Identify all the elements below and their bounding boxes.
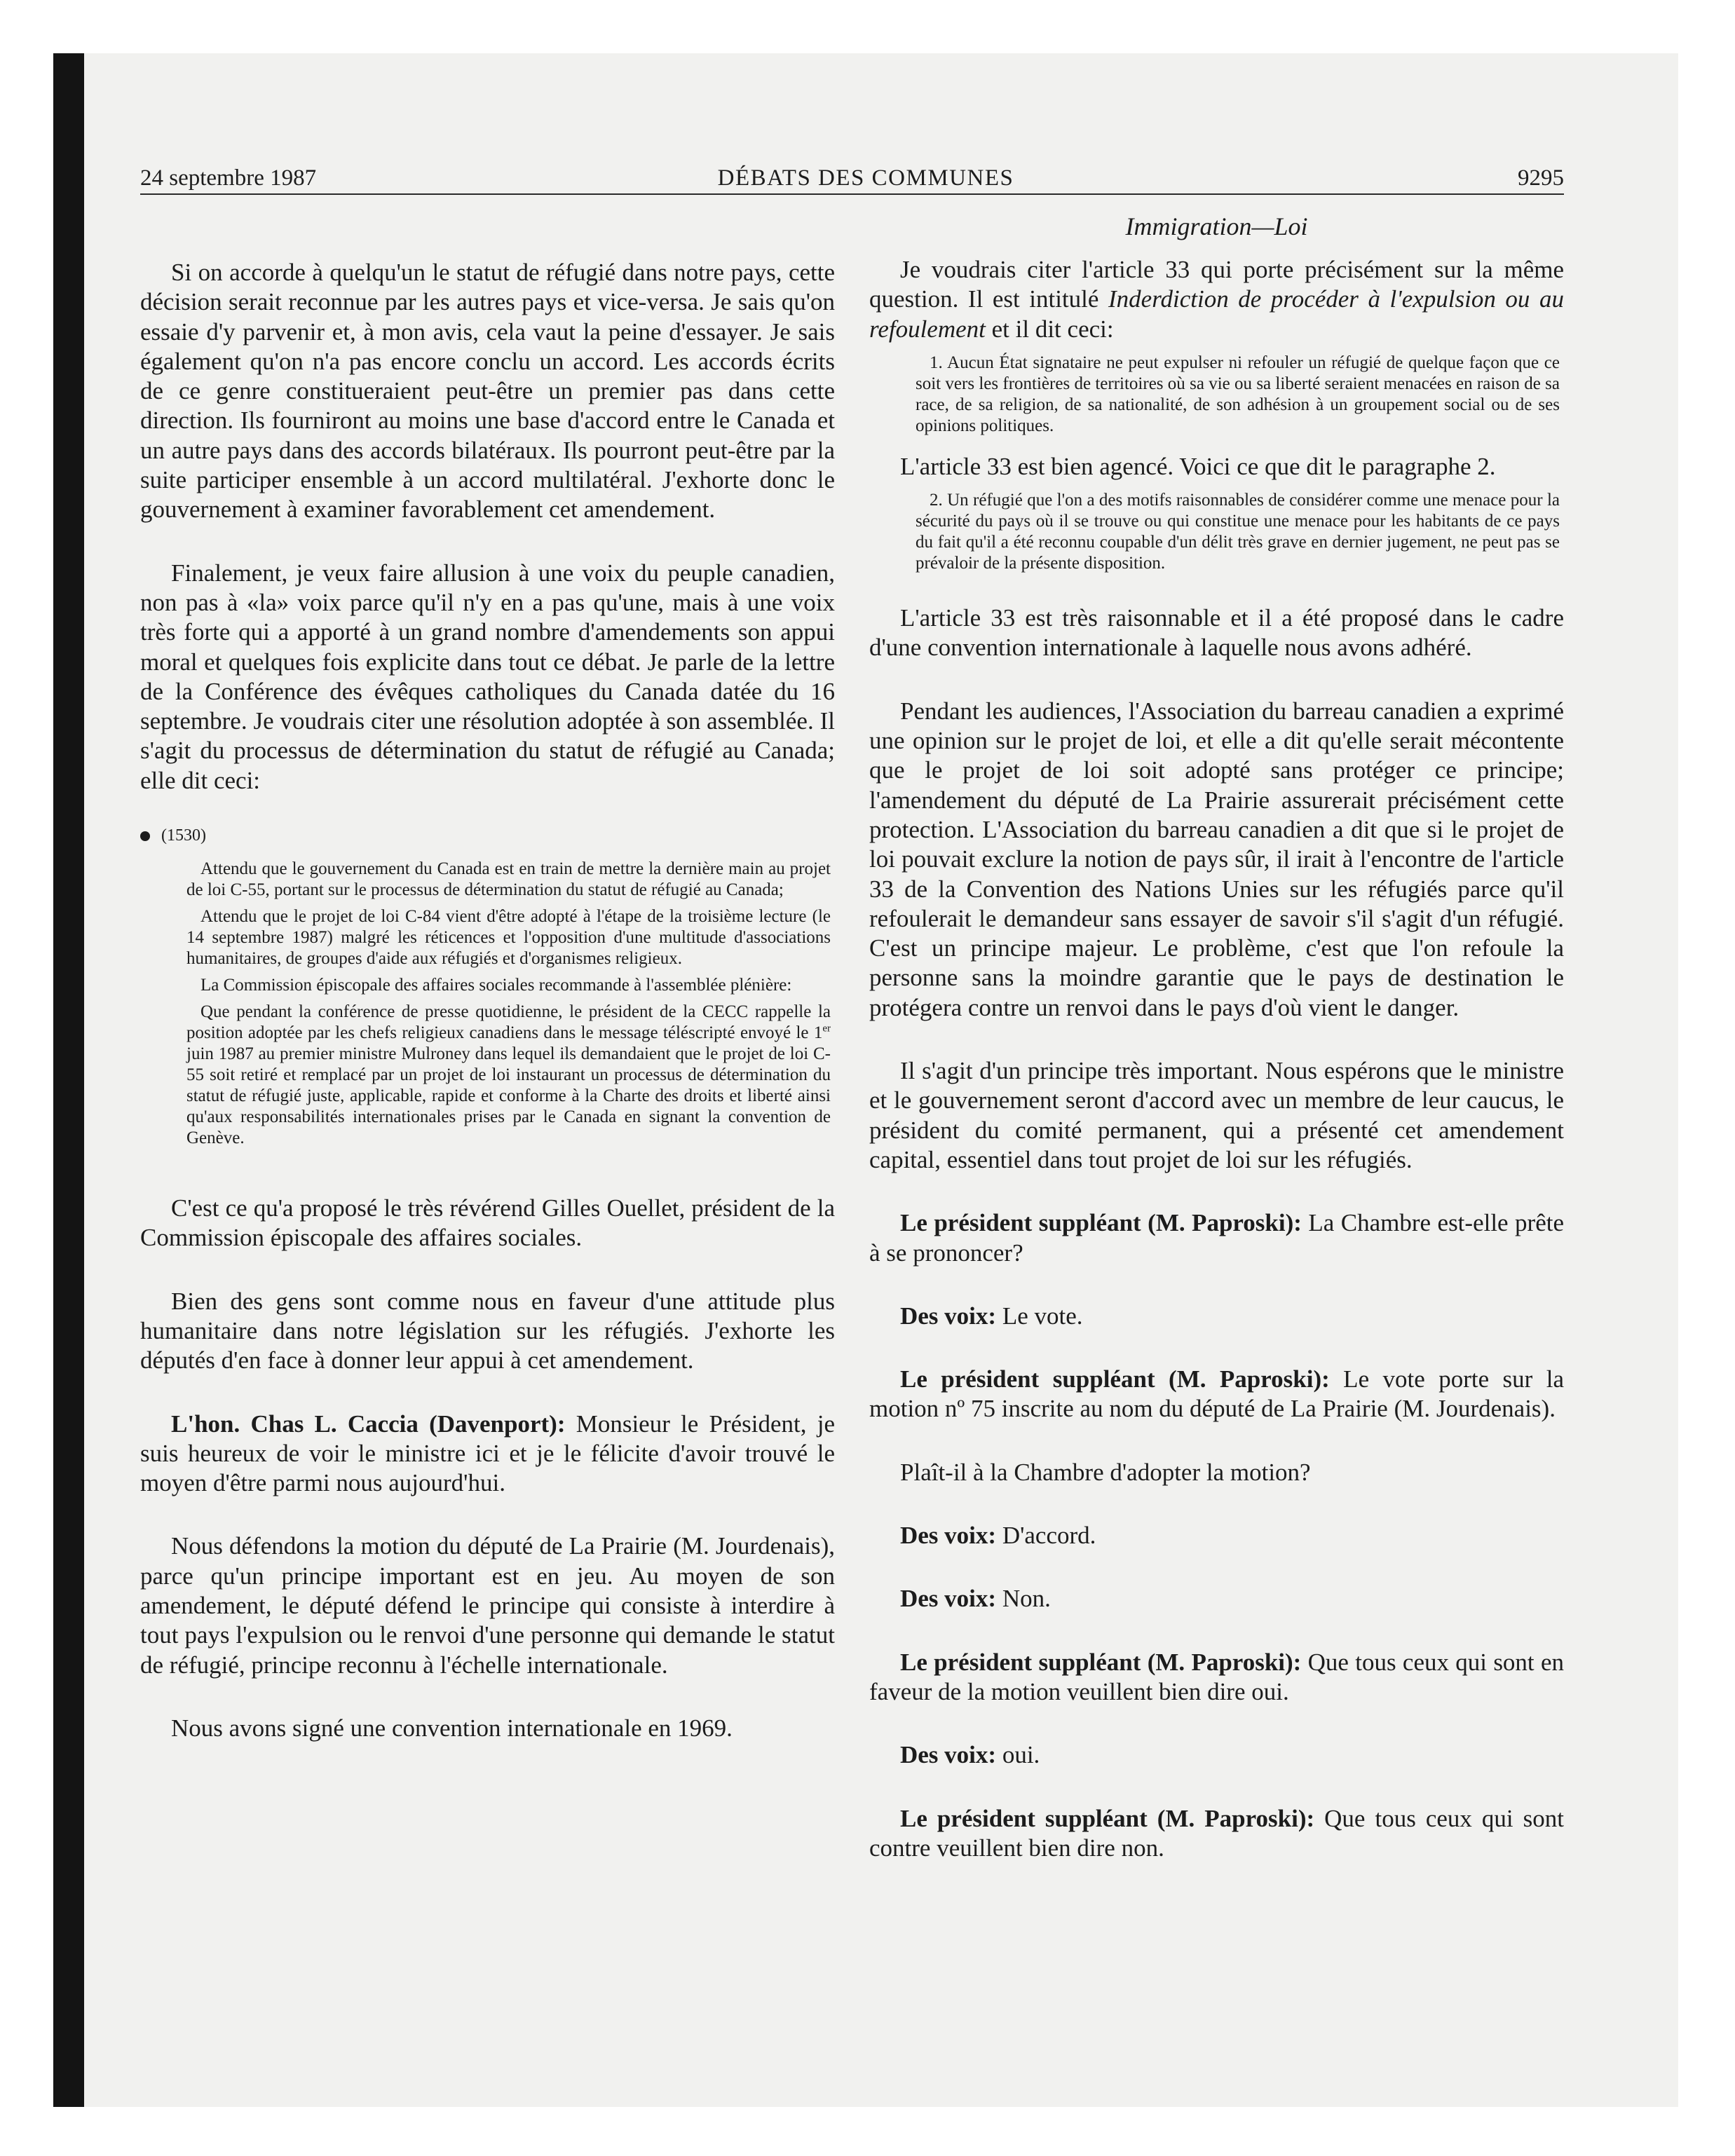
right-paragraph-4: Pendant les audiences, l'Association du barreau canadien a exprimé une opinion sur le projet de loi, et elle a dit qu'elle serait mécontente que le projet de loi soit adopté sans protéger ce principe; l'amendement du député de La Prairie assurerait précisément cette protection. L'Association du barreau canadien a dit que si le projet de loi pouvait exclure la notion de pays sûr, il irait à l'encontre de l'article 33 de la Convention des Nations Unies sur les réfugiés parce qu'il refoulerait le demandeur sans essayer de savoir s'il s'agit d'un réfugié. C'est un principe majeur. Le problème, c'est que l'on refoule la personne sans la moindre garantie que le pays de destination le protégera contre un renvoi dans le pays d'où vient le danger. bbox=[869, 697, 1564, 1021]
speech-text: Monsieur le Président, je suis heureux de voir le ministre ici et je le félicite d'avoir trouvé le moyen d'être parmi nous aujourd'hui. bbox=[140, 1410, 835, 1497]
speech-text: Le vote porte sur la motion nº 75 inscrite au nom du député de La Prairie (M. Jourdenais). bbox=[869, 1365, 1564, 1423]
left-paragraph-3: C'est ce qu'a proposé le très révérend Gilles Ouellet, président de la Commission épiscopale des affaires sociales. bbox=[140, 1194, 835, 1252]
speech-5 bbox=[869, 1521, 1564, 1550]
left-quote-3: La Commission épiscopale des affaires sociales recommande à l'assemblée plénière: bbox=[200, 976, 792, 995]
left-quote-1: Attendu que le gouvernement du Canada est en train de mettre la dernière main au projet de loi C-55, portant sur le processus de détermination du statut de réfugié au Canada; bbox=[186, 859, 831, 900]
bullet-icon bbox=[140, 831, 150, 841]
left-quote-2: Attendu que le projet de loi C-84 vient d'être adopté à l'étape de la troisième lecture (le 14 septembre 1987) malgré les réticences et l'opposition d'une multitude d'associations humanitaires, de groupes d'aide aux réfugiés et d'organismes religieux. bbox=[186, 907, 831, 969]
speech-7 bbox=[869, 1648, 1564, 1707]
running-subject: Immigration—Loi bbox=[1125, 212, 1308, 240]
speech-1 bbox=[869, 1208, 1564, 1268]
scanned-page bbox=[53, 53, 1678, 2107]
header-page-number: 9295 bbox=[1518, 165, 1564, 191]
left-paragraph-7: Nous avons signé une convention internationale en 1969. bbox=[171, 1714, 733, 1742]
speech-text: D'accord. bbox=[996, 1522, 1096, 1550]
right-paragraph-1 bbox=[869, 255, 1564, 344]
speech-text: Non. bbox=[996, 1585, 1051, 1613]
speaker-name: Des voix: bbox=[900, 1741, 997, 1769]
quote-4-text-a: Que pendant la conférence de presse quotidienne, le président de la CECC rappelle la position adoptée par les chefs religieux canadiens dans le message téléscripté envoyé le 1 bbox=[186, 1002, 831, 1043]
right-paragraph-5: Il s'agit d'un principe très important. Nous espérons que le ministre et le gouvernement seront d'accord avec un membre de leur caucus, le président du comité permanent, qui a présenté cet amendement capital, essentiel dans tout projet de loi sur les réfugiés. bbox=[869, 1057, 1564, 1173]
left-paragraph-5 bbox=[140, 1410, 835, 1499]
speaker-name: Le président suppléant (M. Paproski): bbox=[900, 1648, 1302, 1676]
ordinal-superscript: er bbox=[822, 1023, 831, 1035]
speech-text: Que tous ceux qui sont en faveur de la motion veuillent bien dire oui. bbox=[869, 1648, 1565, 1705]
speaker-name: Des voix: bbox=[900, 1522, 997, 1550]
header-publication: DÉBATS DES COMMUNES bbox=[717, 165, 1014, 191]
left-quote-4 bbox=[140, 1002, 835, 1149]
left-paragraph-2: Finalement, je veux faire allusion à une voix du peuple canadien, non pas à «la» voix parce qu'il n'y en a pas qu'une, mais à une voix très forte qui a apporté à un grand nombre d'amendements son appui moral et quelques fois explicite dans tout ce débat. Je parle de la lettre de la Conférence des évêques catholiques du Canada datée du 16 septembre. Je voudrais citer une résolution adoptée à son assemblée. Il s'agit du processus de détermination du statut de réfugié au Canada; elle dit ceci: bbox=[140, 559, 835, 794]
left-paragraph-6: Nous défendons la motion du député de La Prairie (M. Jourdenais), parce qu'un principe important est en jeu. Au moyen de son amendement, le député défend le principe qui consiste à interdire à tout pays l'expulsion ou le renvoi d'une personne qui demande le statut de réfugié, principe reconnu à l'échelle internationale. bbox=[140, 1532, 835, 1679]
speech-8 bbox=[869, 1740, 1564, 1770]
header-date: 24 septembre 1987 bbox=[140, 165, 317, 191]
right-paragraph-3: L'article 33 est très raisonnable et il a été proposé dans le cadre d'une convention internationale à laquelle nous avons adhéré. bbox=[869, 604, 1564, 662]
speaker-name: Des voix: bbox=[900, 1585, 997, 1613]
header-rule bbox=[140, 193, 1564, 195]
left-paragraph-4: Bien des gens sont comme nous en faveur d'une attitude plus humanitaire dans notre législation sur les réfugiés. J'exhorte les députés d'en face à donner leur appui à cet amendement. bbox=[140, 1287, 835, 1374]
speech-2 bbox=[869, 1302, 1564, 1331]
speaker-name: Le président suppléant (M. Paproski): bbox=[900, 1804, 1315, 1832]
left-column bbox=[140, 258, 835, 1743]
paragraph-text-b: et il dit ceci: bbox=[985, 315, 1114, 343]
left-paragraph-1: Si on accorde à quelqu'un le statut de réfugié dans notre pays, cette décision serait reconnue par les autres pays et vice-versa. Je sais qu'on essaie d'y parvenir et, à mon avis, cela vaut la peine d'essayer. Je sais également qu'on n'a pas encore conclu un accord. Les accords écrits de ce genre constitueraient peut-être un premier pas dans cette direction. Ils fourniront au moins une base d'accord entre le Canada et un autre pays dans des accords bilatéraux. Ils pourront peut-être par la suite participer ensemble à un accord multilatéral. J'exhorte donc le gouvernement à examiner favorablement cet amendement. bbox=[140, 259, 835, 524]
speaker-name: Le président suppléant (M. Paproski): bbox=[900, 1365, 1330, 1393]
speech-text: La Chambre est-elle prête à se prononcer? bbox=[869, 1209, 1564, 1267]
speech-3 bbox=[869, 1365, 1564, 1424]
speech-9 bbox=[869, 1804, 1564, 1864]
binding-edge bbox=[53, 53, 84, 2107]
article-title: Inderdiction de procéder à l'expulsion ou au refoulement bbox=[869, 285, 1564, 343]
right-quote-2: 2. Un réfugié que l'on a des motifs raisonnables de considérer comme une menace pour la sécurité du pays où il se trouve ou qui constitue une menace pour les habitants de ce pays du fait qu'il a été reconnu coupable d'un délit très grave en dernier jugement, ne peut pas se prévaloir de la présente disposition. bbox=[916, 491, 1560, 573]
right-column bbox=[869, 255, 1564, 1863]
speech-6 bbox=[869, 1584, 1564, 1613]
time-mark-text: (1530) bbox=[161, 826, 206, 845]
speaker-name: L'hon. Chas L. Caccia (Davenport): bbox=[171, 1410, 566, 1438]
right-paragraph-2: L'article 33 est bien agencé. Voici ce que dit le paragraphe 2. bbox=[900, 452, 1496, 480]
speech-4: Plaît-il à la Chambre d'adopter la motion? bbox=[900, 1458, 1311, 1486]
right-quote-1: 1. Aucun État signataire ne peut expulser ni refouler un réfugié de quelque façon que ce soit vers les frontières de territoires où sa vie ou sa liberté seraient menacées en raison de sa race, de sa religion, de sa nationalité, de son adhésion à un groupement social ou de ses opinions politiques. bbox=[916, 353, 1560, 435]
speech-text: Le vote. bbox=[996, 1302, 1083, 1330]
quote-4-text-b: juin 1987 au premier ministre Mulroney dans lequel ils demandaient que le projet de loi C-55 soit retiré et remplacé par un projet de loi instaurant un processus de détermination du statut de réfugié juste, applicable, rapide et conforme à la Charte des droits et liberté ainsi qu'aux responsabilités internationales prises par le Canada en signant la convention de Genève. bbox=[186, 1044, 831, 1148]
time-mark bbox=[140, 825, 835, 846]
paragraph-text-a: Je voudrais citer l'article 33 qui porte précisément sur la même question. Il est intitulé bbox=[869, 256, 1564, 313]
speaker-name: Le président suppléant (M. Paproski): bbox=[900, 1209, 1302, 1237]
speaker-name: Des voix: bbox=[900, 1302, 997, 1330]
speech-text: oui. bbox=[996, 1741, 1040, 1769]
speech-text: Que tous ceux qui sont contre veuillent bien dire non. bbox=[869, 1804, 1564, 1862]
